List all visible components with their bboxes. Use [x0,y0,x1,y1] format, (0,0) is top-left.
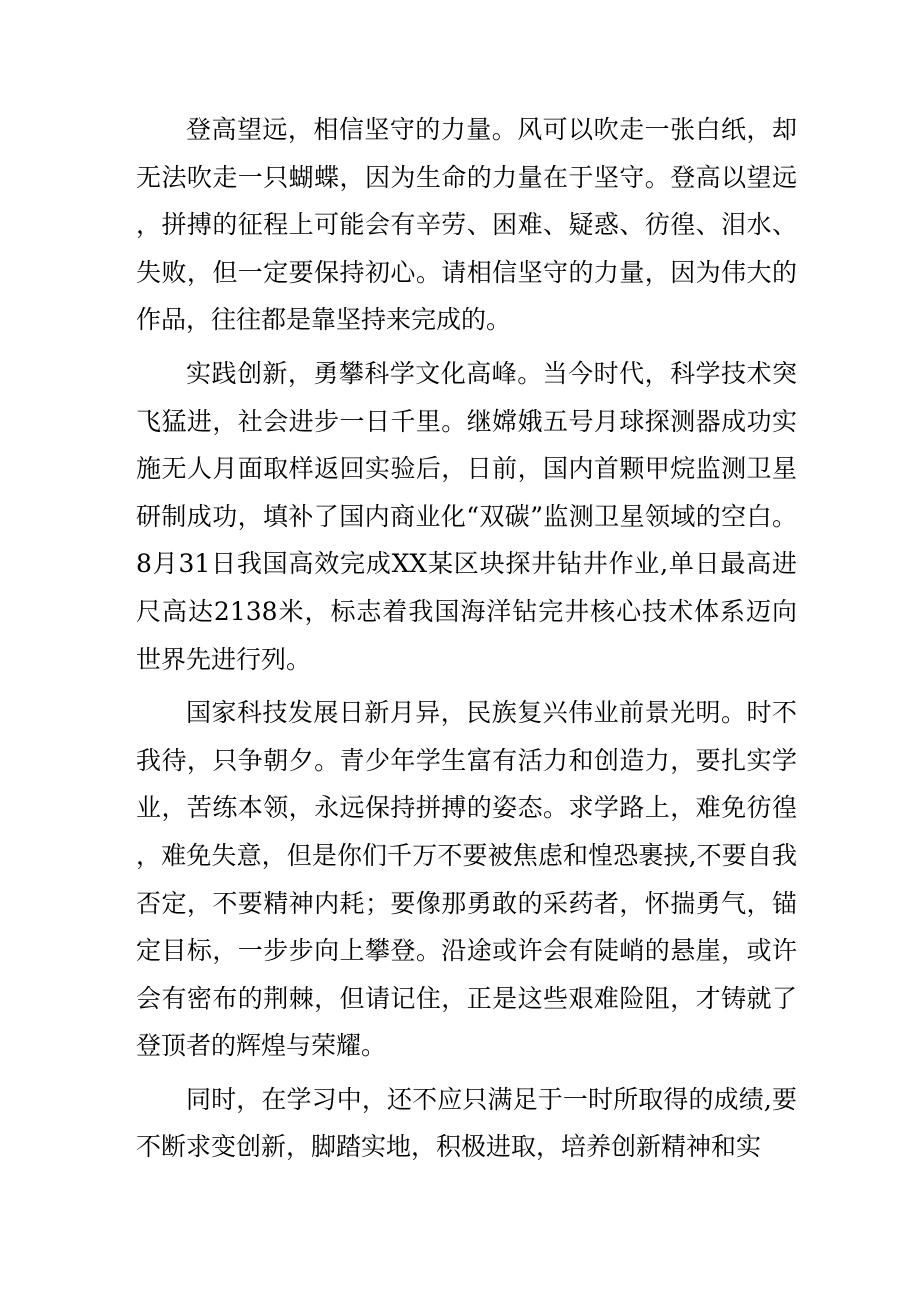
document-body [136,106,797,1177]
paragraph-innovation: 实践创新，勇攀科学文化高峰。当今时代，科学技术突飞猛进，社会进步一日千里。继嫦娥五号月球探测器成功实施无人月面取样返回实验后，日前，国内首颗甲烷监测卫星研制成功，填补了国内商业化“双碳”监测卫星领域的空白。8月31日我国高效完成XX某区块探井钻井作业,单日最高进尺高达2138米，标志着我国海洋钻完井核心技术体系迈向世界先进行列。 [136,358,797,674]
paragraph-continuous-learning: 同时，在学习中，还不应只满足于一时所取得的成绩,要不断求变创新，脚踏实地，积极进取，培养创新精神和实 [136,1084,797,1162]
paragraph-national-development: 国家科技发展日新月异，民族复兴伟业前景光明。时不我待，只争朝夕。青少年学生富有活力和创造力，要扎实学业，苦练本领，永远保持拼搏的姿态。求学路上，难免彷徨，难免失意，但是你们千万不要被焦虑和惶恐裹挟,不要自我否定，不要精神内耗；要像那勇敢的采药者，怀揣勇气，锚定目标，一步步向上攀登。沿途或许会有陡峭的悬崖，或许会有密布的荆棘，但请记住，正是这些艰难险阻，才铸就了登顶者的辉煌与荣耀。 [136,698,797,1061]
paragraph-perseverance: 登高望远，相信坚守的力量。风可以吹走一张白纸，却无法吹走一只蝴蝶，因为生命的力量在于坚守。登高以望远，拼搏的征程上可能会有辛劳、困难、疑惑、彷徨、泪水、失败，但一定要保持初心。请相信坚守的力量，因为伟大的作品，往往都是靠坚持来完成的。 [136,115,797,335]
